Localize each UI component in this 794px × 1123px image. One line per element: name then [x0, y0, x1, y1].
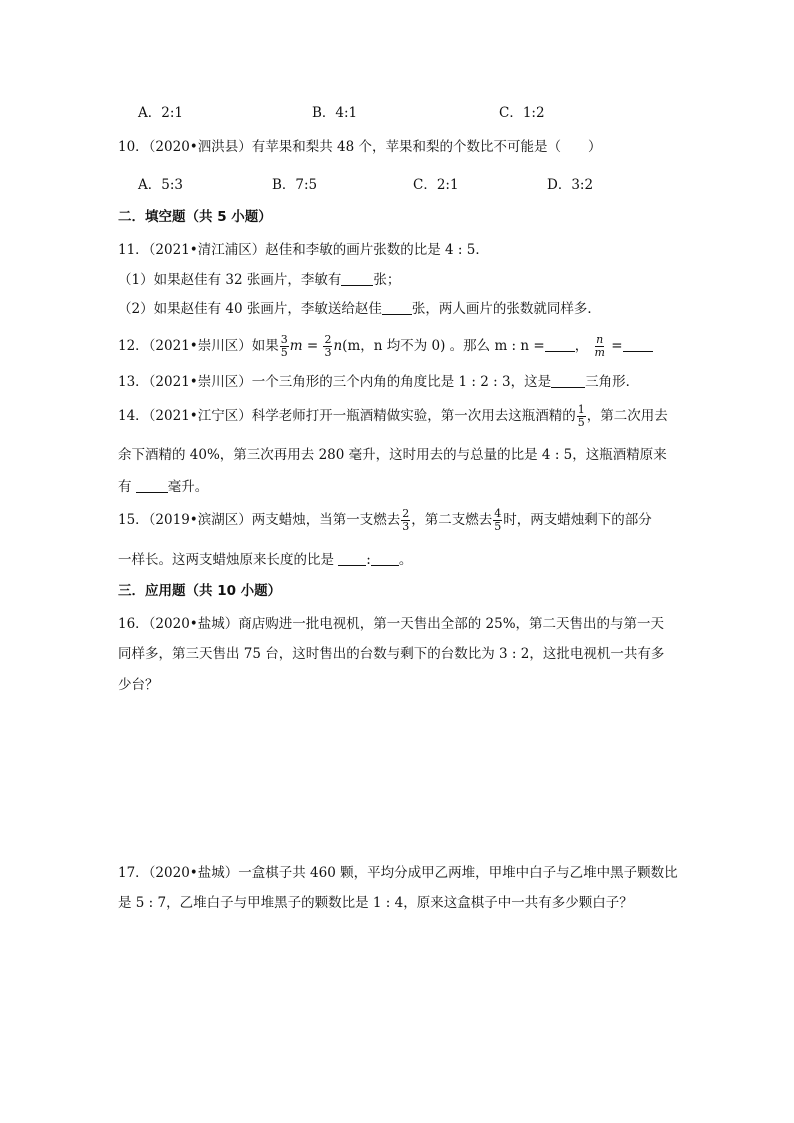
q15-tail: 。 — [398, 552, 413, 568]
q12-blank-2 — [623, 337, 653, 352]
q14-line2: 余下酒精的 40%，第三次再用去 280 毫升，这时用去的与总量的比是 4 : 5，这瓶酒精原来 — [118, 447, 667, 463]
q15-fraction-2 — [493, 508, 502, 533]
q12-equals: = — [302, 338, 323, 354]
q9-option-b: B．4:1 — [312, 105, 358, 121]
q12-stem — [118, 334, 653, 359]
q13-stem — [118, 373, 639, 391]
q14-text-a: 14．（2021•江宁区）科学老师打开一瓶酒精做实验，第一次用去这瓶酒精的 — [118, 408, 576, 424]
q14-tail: 毫升。 — [167, 479, 209, 495]
q13-text: 13．（2021•崇川区）一个三角形的三个内角的角度比是 1 : 2 : 3，这是 — [118, 374, 552, 390]
q12-comma: ， — [574, 338, 589, 354]
q17-line1: 17．（2020•盐城）一盒棋子共 460 颗，平均分成甲乙两堆，甲堆中白子与乙堆中黑子颗数比 — [118, 865, 678, 881]
q10-option-a: A．5:3 — [138, 177, 183, 193]
q15-text-a: 15．（2019•滨湖区）两支蜡烛，当第一支燃去 — [118, 512, 401, 528]
fraction-denominator: m — [594, 346, 605, 359]
q14-line1 — [118, 404, 668, 429]
q12-fraction-1 — [280, 334, 289, 359]
q11-blank-1 — [341, 271, 373, 286]
q12-text-a: 12．（2021•崇川区）如果 — [118, 338, 279, 354]
fraction-numerator: 2 — [402, 507, 410, 520]
q9-option-a: A．2:1 — [138, 105, 183, 121]
section-heading-application: 三．应用题（共 10 小题） — [118, 583, 282, 599]
q11-part2-text: （2）如果赵佳有 40 张画片，李敏送给赵佳 — [118, 301, 382, 317]
q16-line1: 16．（2020•盐城）商店购进一批电视机，第一天售出全部的 25%，第二天售出的与第一天 — [118, 616, 665, 632]
fraction-denominator: 5 — [280, 346, 288, 359]
q11-part1 — [118, 271, 400, 289]
q9-option-c: C．1:2 — [499, 105, 545, 121]
q14-line3 — [118, 478, 208, 496]
q12-equals-2: = — [606, 338, 623, 354]
q16-line2: 同样多，第三天售出 75 台，这时售出的台数与剩下的台数比为 3 : 2，这批电视机一共有多 — [118, 646, 665, 662]
q13-tail: 三角形． — [585, 374, 640, 390]
q15-line2 — [118, 551, 412, 569]
q11-blank-2 — [382, 300, 412, 315]
section-heading-fill-in: 二．填空题（共 5 小题） — [118, 209, 272, 225]
q15-text-c: 时，两支蜡烛剩下的部分 — [503, 512, 652, 528]
q15-blank-2 — [371, 551, 399, 566]
q15-blank-1 — [338, 551, 366, 566]
q12-var-m: m — [289, 338, 303, 354]
q16-line3: 少台？ — [118, 677, 159, 693]
fraction-numerator: 3 — [280, 333, 288, 346]
q13-blank — [551, 373, 585, 388]
q12-var-n: n — [333, 338, 343, 354]
q11-part2-tail: 张，两人画片的张数就同样多． — [411, 301, 601, 317]
fraction-numerator: 2 — [324, 333, 332, 346]
q14-fraction — [577, 404, 586, 429]
q10-option-c: C．2:1 — [413, 177, 459, 193]
q11-stem: 11．（2021•清江浦区）赵佳和李敏的画片张数的比是 4 : 5． — [118, 242, 489, 258]
q17-line2: 是 5 : 7，乙堆白子与甲堆黑子的颗数比是 1 : 4，原来这盒棋子中一共有多少颗白子？ — [118, 895, 633, 911]
q11-part2 — [118, 300, 601, 318]
q10-option-d: D．3:2 — [547, 177, 594, 193]
q14-text-b: ，第二次用去 — [586, 408, 668, 424]
fraction-numerator: n — [596, 333, 604, 346]
q14-blank — [136, 478, 168, 493]
q15-text-d: 一样长。这两支蜡烛原来长度的比是 — [118, 552, 339, 568]
q15-line1 — [118, 508, 652, 533]
q12-text-b: (m，n 均不为 0) 。那么 m : n = — [342, 338, 545, 354]
q11-part1-tail: 张； — [373, 272, 401, 288]
fraction-numerator: 1 — [577, 403, 585, 416]
q10-option-b: B．7:5 — [272, 177, 318, 193]
q15-text-b: ，第二支燃去 — [411, 512, 493, 528]
q11-part1-text: （1）如果赵佳有 32 张画片，李敏有 — [118, 272, 342, 288]
q14-text-c: 有 — [118, 479, 136, 495]
q12-fraction-3 — [593, 334, 605, 359]
fraction-denominator: 3 — [402, 520, 410, 533]
q10-stem: 10．（2020•泗洪县）有苹果和梨共 48 个，苹果和梨的个数比不可能是（ ） — [118, 139, 602, 155]
fraction-denominator: 5 — [494, 520, 502, 533]
fraction-denominator: 5 — [577, 416, 585, 429]
q12-blank-1 — [545, 337, 575, 352]
q15-fraction-1 — [401, 508, 410, 533]
fraction-denominator: 3 — [324, 346, 332, 359]
q15-colon: : — [366, 552, 371, 568]
fraction-numerator: 4 — [494, 507, 502, 520]
q12-fraction-2 — [323, 334, 332, 359]
